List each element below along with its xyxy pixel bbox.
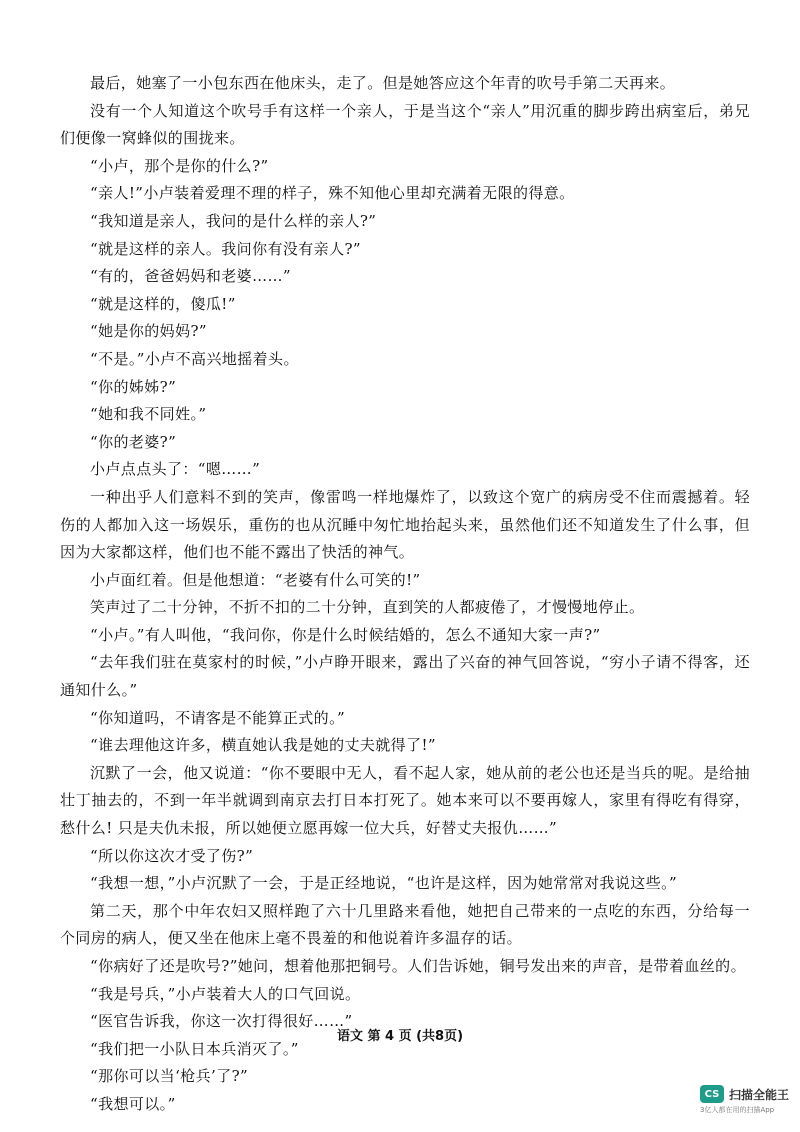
paragraph: 最后，她塞了一小包东西在他床头，走了。但是她答应这个年青的吹号手第二天再来。 <box>90 74 676 92</box>
paragraph: “就是这样的亲人。我问你有没有亲人?” <box>90 239 361 258</box>
paragraph: 一种出乎人们意料不到的笑声，像雷鸣一样地爆炸了，以致这个宽广的病房受不住而震撼着。轻伤的人都加入这一场娱乐，重伤的也从沉睡中匆忙地抬起头来，虽然他们还不知道发生了什么事，但因为大家都这样，他们也不能不露出了快活的神气。 <box>60 487 750 562</box>
document-body <box>60 70 750 1119</box>
paragraph: “她和我不同姓。” <box>90 405 207 424</box>
paragraph: “谁去理他这许多，横直她认我是她的丈夫就得了!” <box>90 736 436 755</box>
paragraph: “你的老婆?” <box>90 432 177 451</box>
camscanner-logo-icon: CS <box>700 1085 724 1103</box>
paragraph: “去年我们驻在莫家村的时候，”小卢睁开眼来，露出了兴奋的神气回答说，“穷小子请不得客，还通知什么。” <box>60 653 750 700</box>
paragraph: “不是。”小卢不高兴地摇着头。 <box>90 349 299 368</box>
brand-name: 扫描全能王 <box>729 1087 790 1102</box>
paragraph: 沉默了一会，他又说道：“你不要眼中无人，看不起人家，她从前的老公也还是当兵的呢。是给抽壮丁抽去的，不到一年半就调到南京去打日本打死了。她本来可以不要再嫁人，家里有得吃有得穿，愁什么! 只是夫仇未报，所以她便立愿再嫁一位大兵，好替丈夫报仇……” <box>60 763 750 838</box>
paragraph: “我知道是亲人，我问的是什么样的亲人?” <box>90 211 377 230</box>
paragraph: “她是你的妈妈?” <box>90 322 207 341</box>
paragraph: 第二天，那个中年农妇又照样跑了六十几里路来看他，她把自己带来的一点吃的东西，分给每一个同房的病人，便又坐在他床上毫不畏羞的和他说着许多温存的话。 <box>60 901 750 948</box>
paragraph: “你的姊姊?” <box>90 377 177 396</box>
paragraph: “所以你这次才受了伤?” <box>90 846 254 865</box>
paragraph: 没有一个人知道这个吹号手有这样一个亲人，于是当这个“亲人”用沉重的脚步跨出病室后，弟兄们便像一窝蜂似的围拢来。 <box>60 101 750 148</box>
page-footer: 语文 第 4 页 (共8页) <box>336 1029 464 1044</box>
paragraph: “你知道吗，不请客是不能算正式的。” <box>90 708 346 727</box>
paragraph: 笑声过了二十分钟，不折不扣的二十分钟，直到笑的人都疲倦了，才慢慢地停止。 <box>90 598 645 617</box>
paragraph: “小卢，那个是你的什么?” <box>90 156 269 175</box>
paragraph: “亲人!”小卢装着爱理不理的样子，殊不知他心里却充满着无限的得意。 <box>90 184 575 203</box>
scanner-watermark <box>700 1085 800 1115</box>
paragraph: 小卢点点头了：“嗯……” <box>90 460 261 479</box>
paragraph: “我想一想，”小卢沉默了一会，于是正经地说，“也许是这样，因为她常常对我说这些。” <box>90 874 678 893</box>
paragraph: “我想可以。” <box>90 1094 176 1113</box>
paragraph: “我是号兵，”小卢装着大人的口气回说。 <box>90 984 361 1003</box>
paragraph: “有的，爸爸妈妈和老婆……” <box>90 267 291 286</box>
paragraph: “我们把一小队日本兵消灭了。” <box>90 1039 299 1058</box>
brand-slogan: 3亿人都在用的扫描App <box>700 1106 775 1114</box>
paragraph: “你病好了还是吹号?”她问，想着他那把铜号。人们告诉她，铜号发出来的声音，是带着血丝的。 <box>90 957 746 975</box>
paragraph: “小卢。”有人叫他，“我问你，你是什么时候结婚的，怎么不通知大家一声?” <box>90 625 601 644</box>
paragraph: 小卢面红着。但是他想道：“老婆有什么可笑的!” <box>90 570 421 589</box>
paragraph: “那你可以当‘枪兵’了?” <box>90 1067 249 1086</box>
paragraph: “医官告诉我，你这一次打得很好……” <box>90 1012 353 1031</box>
paragraph: “就是这样的，傻瓜!” <box>90 294 236 313</box>
